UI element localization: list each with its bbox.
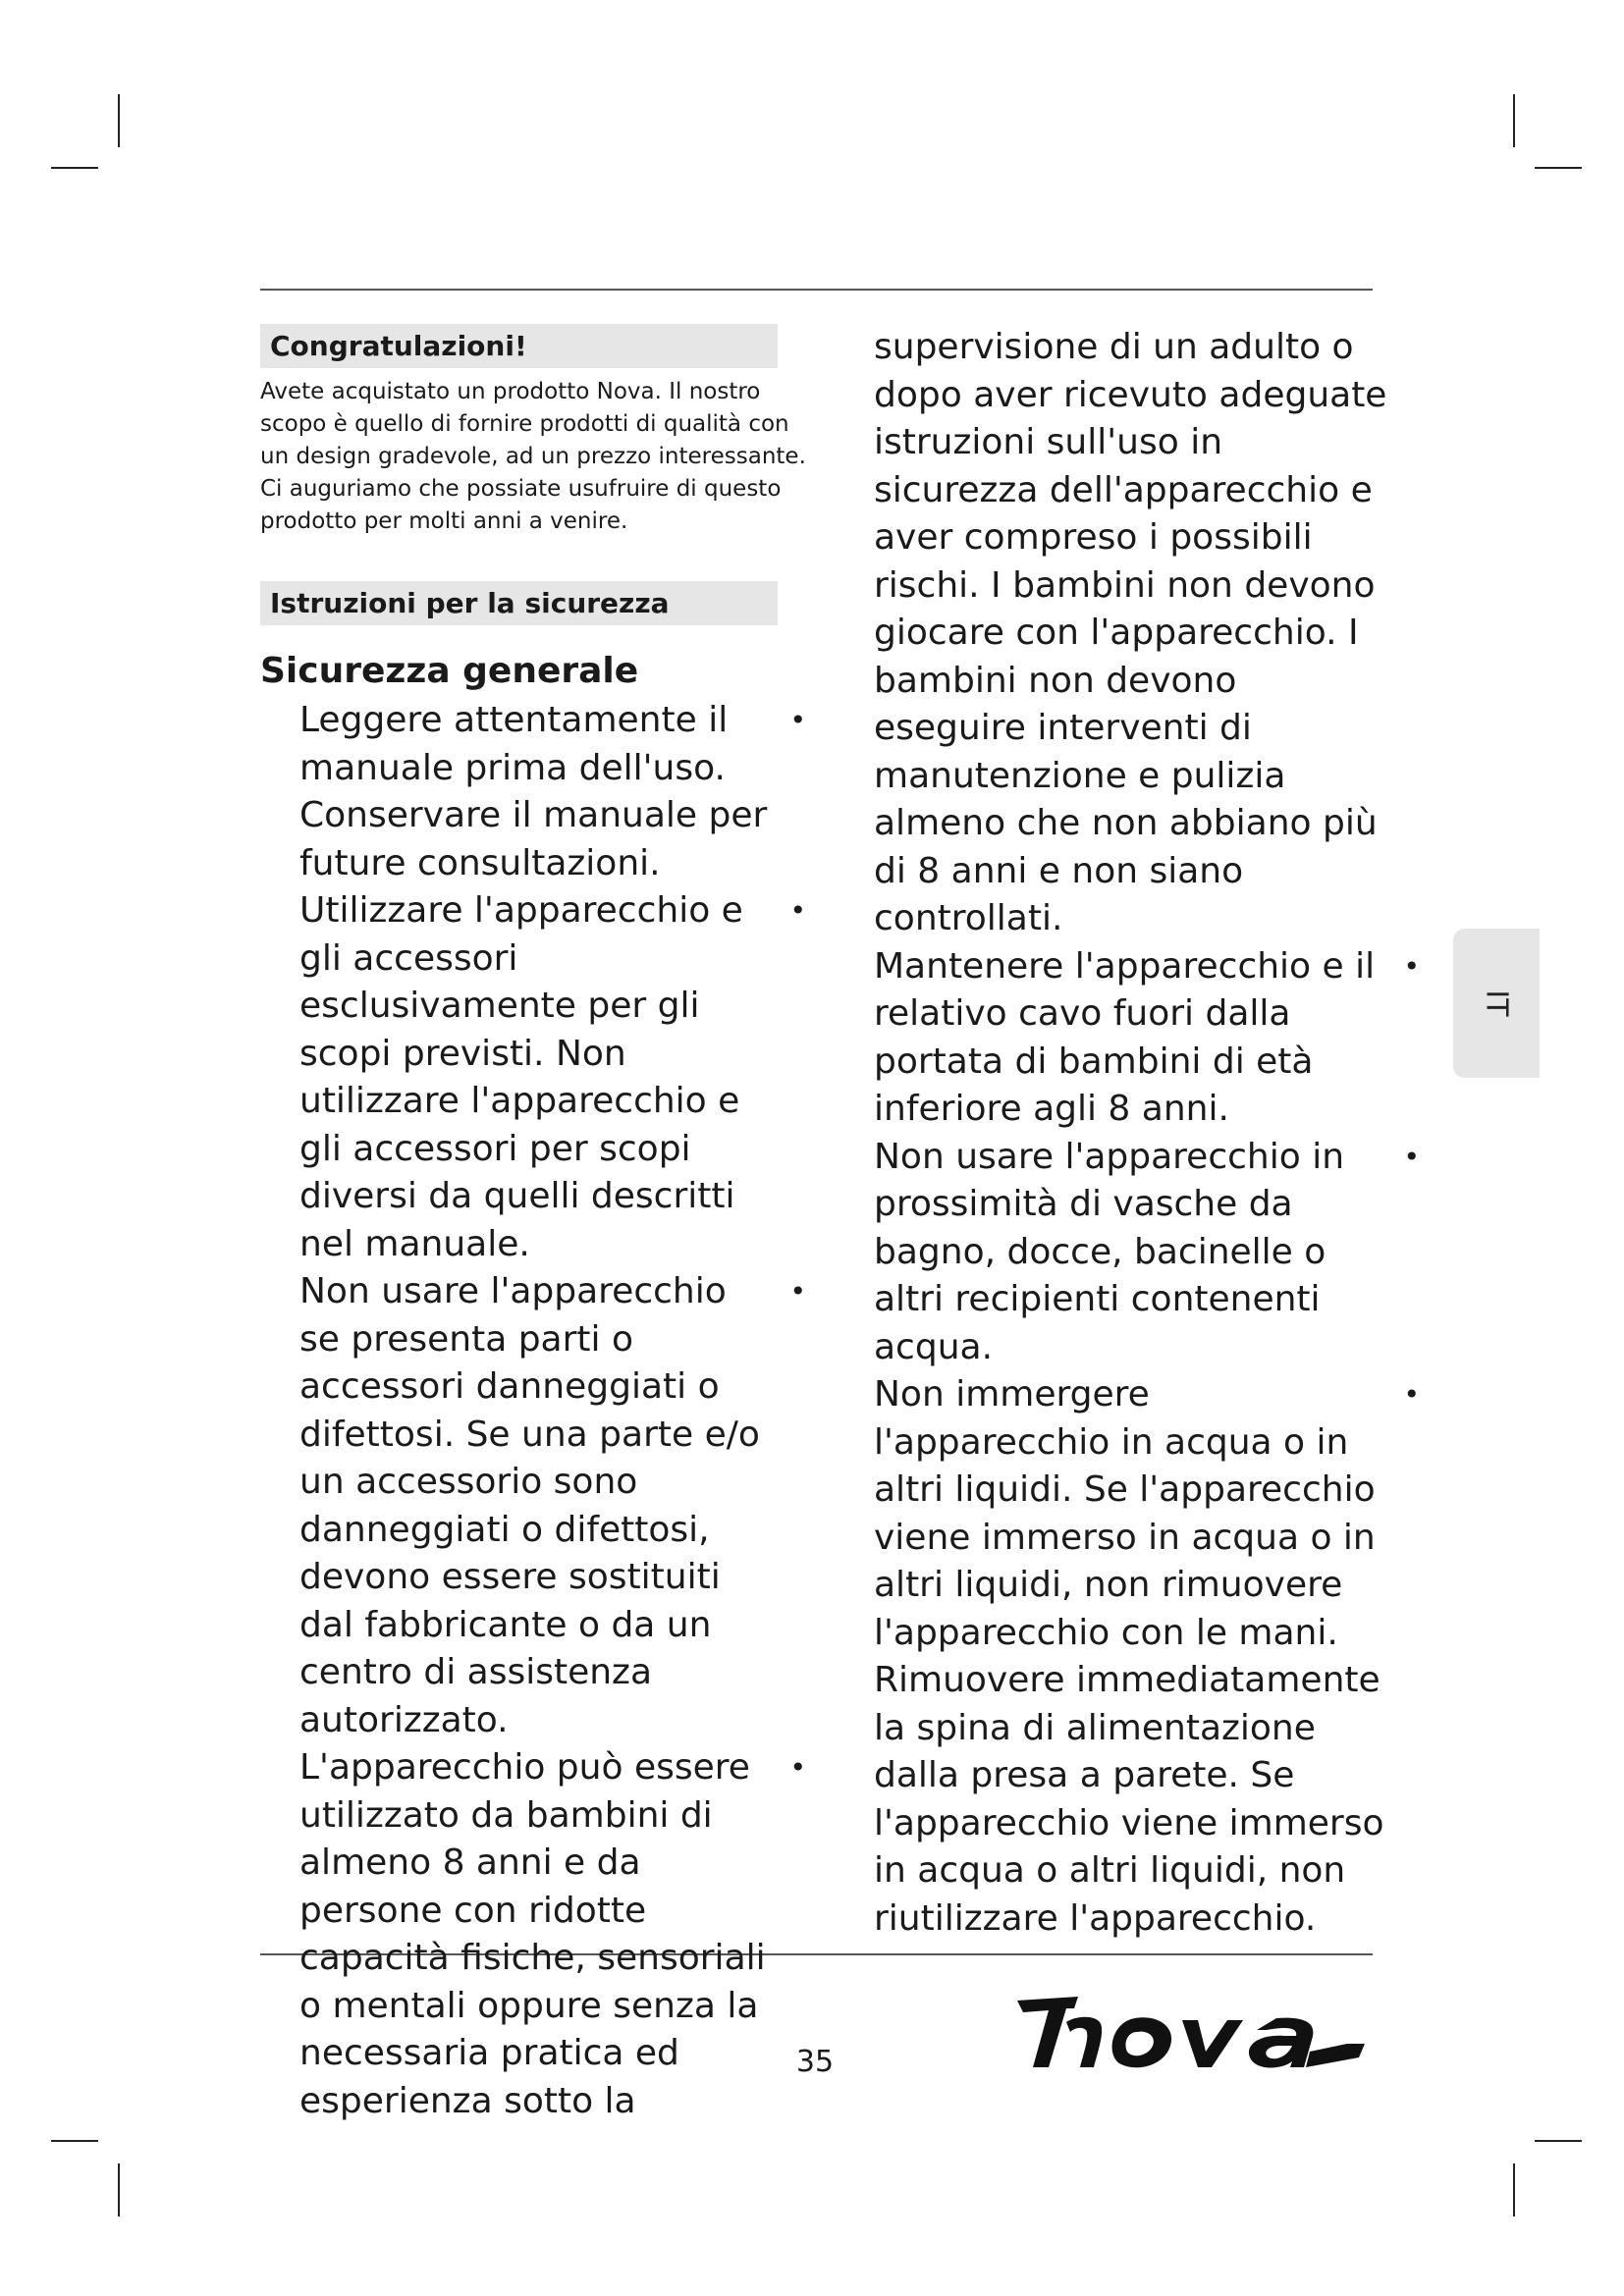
congrats-heading: Congratulazioni!	[260, 324, 778, 368]
crop-mark	[1513, 2163, 1515, 2216]
list-item	[299, 887, 810, 1268]
right-bullet-list	[874, 943, 1424, 1944]
list-item-text: Leggere attentamente il manuale prima dell'uso. Conservare il manuale per future consultazioni.	[299, 700, 768, 883]
list-item	[299, 1268, 810, 1744]
crop-mark	[118, 94, 120, 147]
safety-heading: Istruzioni per la sicurezza	[260, 581, 778, 625]
list-item-text: Non usare l'apparecchio se presenta parti o accessori danneggiati o difettosi. Se una parte e/o un accessorio sono danneggiati o difettosi, devono essere sostituiti dal fabbricante o da un centro di assistenza autorizzato.	[299, 1271, 760, 1740]
crop-mark	[1513, 94, 1515, 147]
left-column	[260, 324, 810, 2125]
crop-mark	[1535, 167, 1582, 169]
list-item	[874, 1134, 1424, 1372]
bullet-icon: •	[789, 1751, 806, 1784]
nova-logo	[1009, 1983, 1373, 2081]
page-number: 35	[795, 2045, 835, 2079]
congrats-text: Avete acquistato un prodotto Nova. Il nostro scopo è quello di fornire prodotti di qualità con un design gradevole, ad un prezzo interessante. Ci auguriamo che possiate usufruire di questo prodotto per molti anni a venire.	[260, 379, 806, 534]
top-rule	[260, 289, 1373, 291]
bullet-icon: •	[789, 894, 806, 927]
bullet-icon: •	[789, 1275, 806, 1308]
crop-mark	[51, 2140, 98, 2142]
list-item-text: Non immergere l'apparecchio in acqua o in altri liquidi. Se l'apparecchio viene immerso in acqua o in altri liquidi, non rimuovere l'apparecchio con le mani. Rimuovere immediatamente la spina di alimentazione dalla presa a parete. Se l'apparecchio viene immerso in acqua o altri liquidi, non riutilizzare l'apparecchio.	[874, 1374, 1384, 1939]
bullet-icon: •	[789, 704, 806, 736]
list-item-text: Non usare l'apparecchio in prossimità di vasche da bagno, docce, bacinelle o altri recipienti contenenti acqua.	[874, 1136, 1345, 1367]
language-tab-label: IT	[1479, 989, 1514, 1017]
list-item-text: Utilizzare l'apparecchio e gli accessori esclusivamente per gli scopi previsti. Non utilizzare l'apparecchio e gli accessori per scopi diversi da quelli descritti nel manuale.	[299, 890, 743, 1264]
list-item	[299, 697, 810, 887]
list-item-text: Mantenere l'apparecchio e il relativo cavo fuori dalla portata di bambini di età inferiore agli 8 anni.	[874, 945, 1376, 1129]
bullet-icon: •	[1403, 1378, 1420, 1411]
language-tab	[1453, 929, 1540, 1078]
list-item-text: L'apparecchio può essere utilizzato da bambini di almeno 8 anni e da persone con ridotte capacità fisiche, sensoriali o mentali oppure senza la necessaria pratica ed esperienza sotto la	[299, 1747, 766, 2121]
bullet-icon: •	[1403, 949, 1420, 983]
crop-mark	[1535, 2140, 1582, 2142]
crop-mark	[51, 167, 98, 169]
bullet-icon: •	[1403, 1140, 1420, 1173]
right-column	[874, 324, 1424, 1943]
continued-text: supervisione di un adulto o dopo aver ricevuto adeguate istruzioni sull'uso in sicurezza dell'apparecchio e aver compreso i possibili rischi. I bambini non devono giocare con l'apparecchio. I bambini non devono eseguire interventi di manutenzione e pulizia almeno che non abbiano più di 8 anni e non siano controllati.	[874, 327, 1387, 938]
crop-mark	[118, 2163, 120, 2216]
left-bullet-list	[260, 697, 810, 2125]
list-item	[874, 943, 1424, 1134]
list-item	[299, 1744, 810, 2125]
general-safety-title: Sicurezza generale	[260, 651, 639, 691]
list-item	[874, 1371, 1424, 1943]
